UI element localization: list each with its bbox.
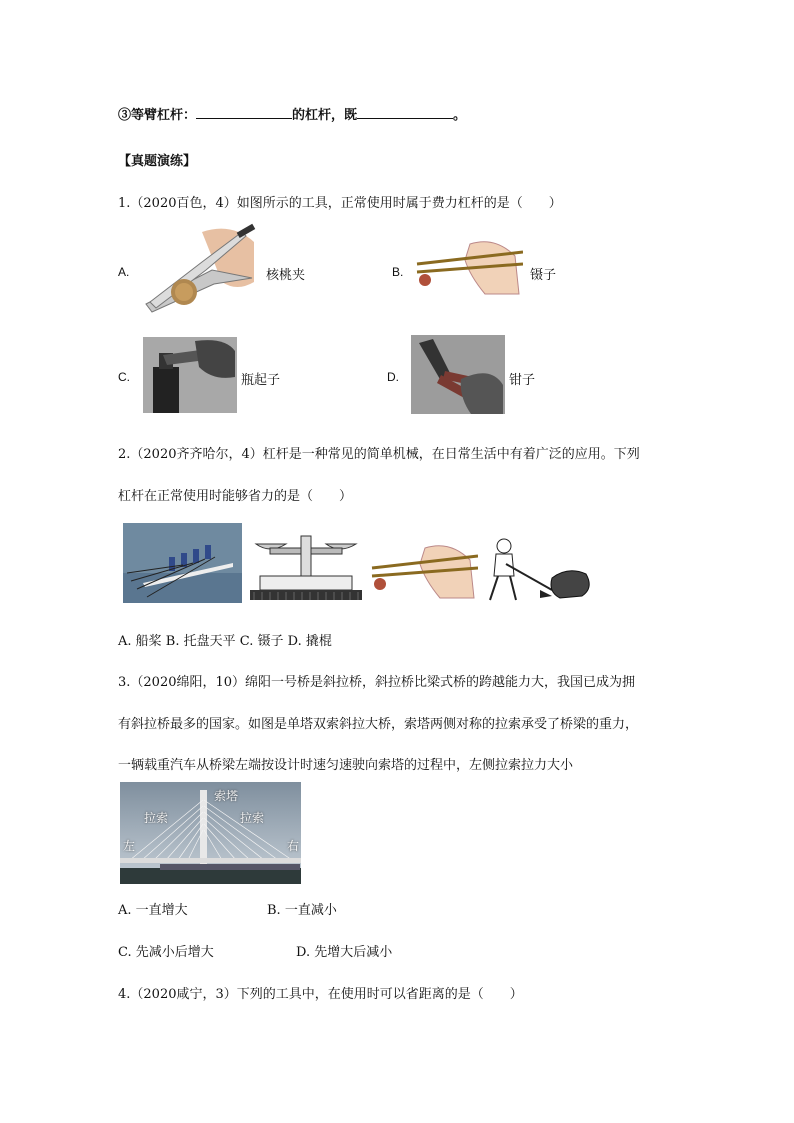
tweezers-image [415, 236, 523, 298]
q1-option-c-letter: C. [118, 370, 130, 384]
q1-option-b-letter: B. [392, 265, 404, 279]
section-title: 【真题演练】 [118, 154, 197, 169]
equal-arm-end: 。 [453, 108, 467, 123]
q1-option-a-label: 核桃夹 [266, 268, 306, 283]
q1-option-c-label: 瓶起子 [241, 373, 281, 388]
q2-stem-line2: 杠杆在正常使用时能够省力的是（ ） [118, 489, 353, 504]
q1-option-b-label: 镊子 [530, 268, 557, 283]
q2-options: A. 船桨 B. 托盘天平 C. 镊子 D. 撬棍 [118, 634, 332, 649]
cable-stayed-bridge-image [120, 782, 301, 884]
q1-option-d-label: 钳子 [509, 373, 536, 388]
bridge-label-tower: 索塔 [214, 789, 239, 803]
answer-blank-1[interactable] [196, 105, 292, 119]
q1-option-a-letter: A. [118, 265, 130, 279]
equal-arm-middle: 的杠杆，既 [292, 108, 358, 123]
rowing-image [123, 523, 242, 603]
equal-arm-lever-line [118, 104, 466, 123]
bridge-label-cable-right: 拉索 [240, 811, 265, 825]
q3-option-c: C. 先减小后增大 [118, 945, 214, 960]
equal-arm-prefix: ③等臂杠杆： [118, 108, 197, 123]
pliers-image [411, 335, 505, 414]
q2-stem-line1: 2.（2020齐齐哈尔，4）杠杆是一种常见的简单机械，在日常生活中有着广泛的应用。下列 [118, 447, 640, 462]
answer-blank-2[interactable] [357, 105, 453, 119]
q3-stem-line1: 3.（2020绵阳，10）绵阳一号桥是斜拉桥，斜拉桥比梁式桥的跨越能力大，我国已成为拥 [118, 675, 636, 690]
q1-option-d-letter: D. [387, 370, 399, 384]
q1-stem: 1.（2020百色，4）如图所示的工具，正常使用时属于费力杠杆的是（ ） [118, 196, 562, 211]
q3-option-a: A. 一直增大 [118, 903, 188, 918]
q3-option-d: D. 先增大后减小 [296, 945, 393, 960]
bridge-label-right: 右 [287, 839, 300, 853]
bridge-label-cable-left: 拉索 [144, 811, 169, 825]
tweezers-image-2 [370, 540, 478, 602]
crowbar-image [482, 538, 594, 602]
q3-stem-line2: 有斜拉桥最多的国家。如图是单塔双索斜拉大桥，索塔两侧对称的拉索承受了桥梁的重力， [118, 717, 639, 732]
bottle-opener-image [143, 337, 237, 413]
q4-stem: 4.（2020咸宁，3）下列的工具中，在使用时可以省距离的是（ ） [118, 987, 523, 1002]
balance-scale-image [246, 526, 366, 604]
q3-option-b: B. 一直减小 [267, 903, 337, 918]
bridge-label-left: 左 [123, 839, 136, 853]
q3-stem-line3: 一辆载重汽车从桥梁左端按设计时速匀速驶向索塔的过程中，左侧拉索拉力大小 [118, 758, 574, 773]
nutcracker-image [142, 222, 260, 316]
